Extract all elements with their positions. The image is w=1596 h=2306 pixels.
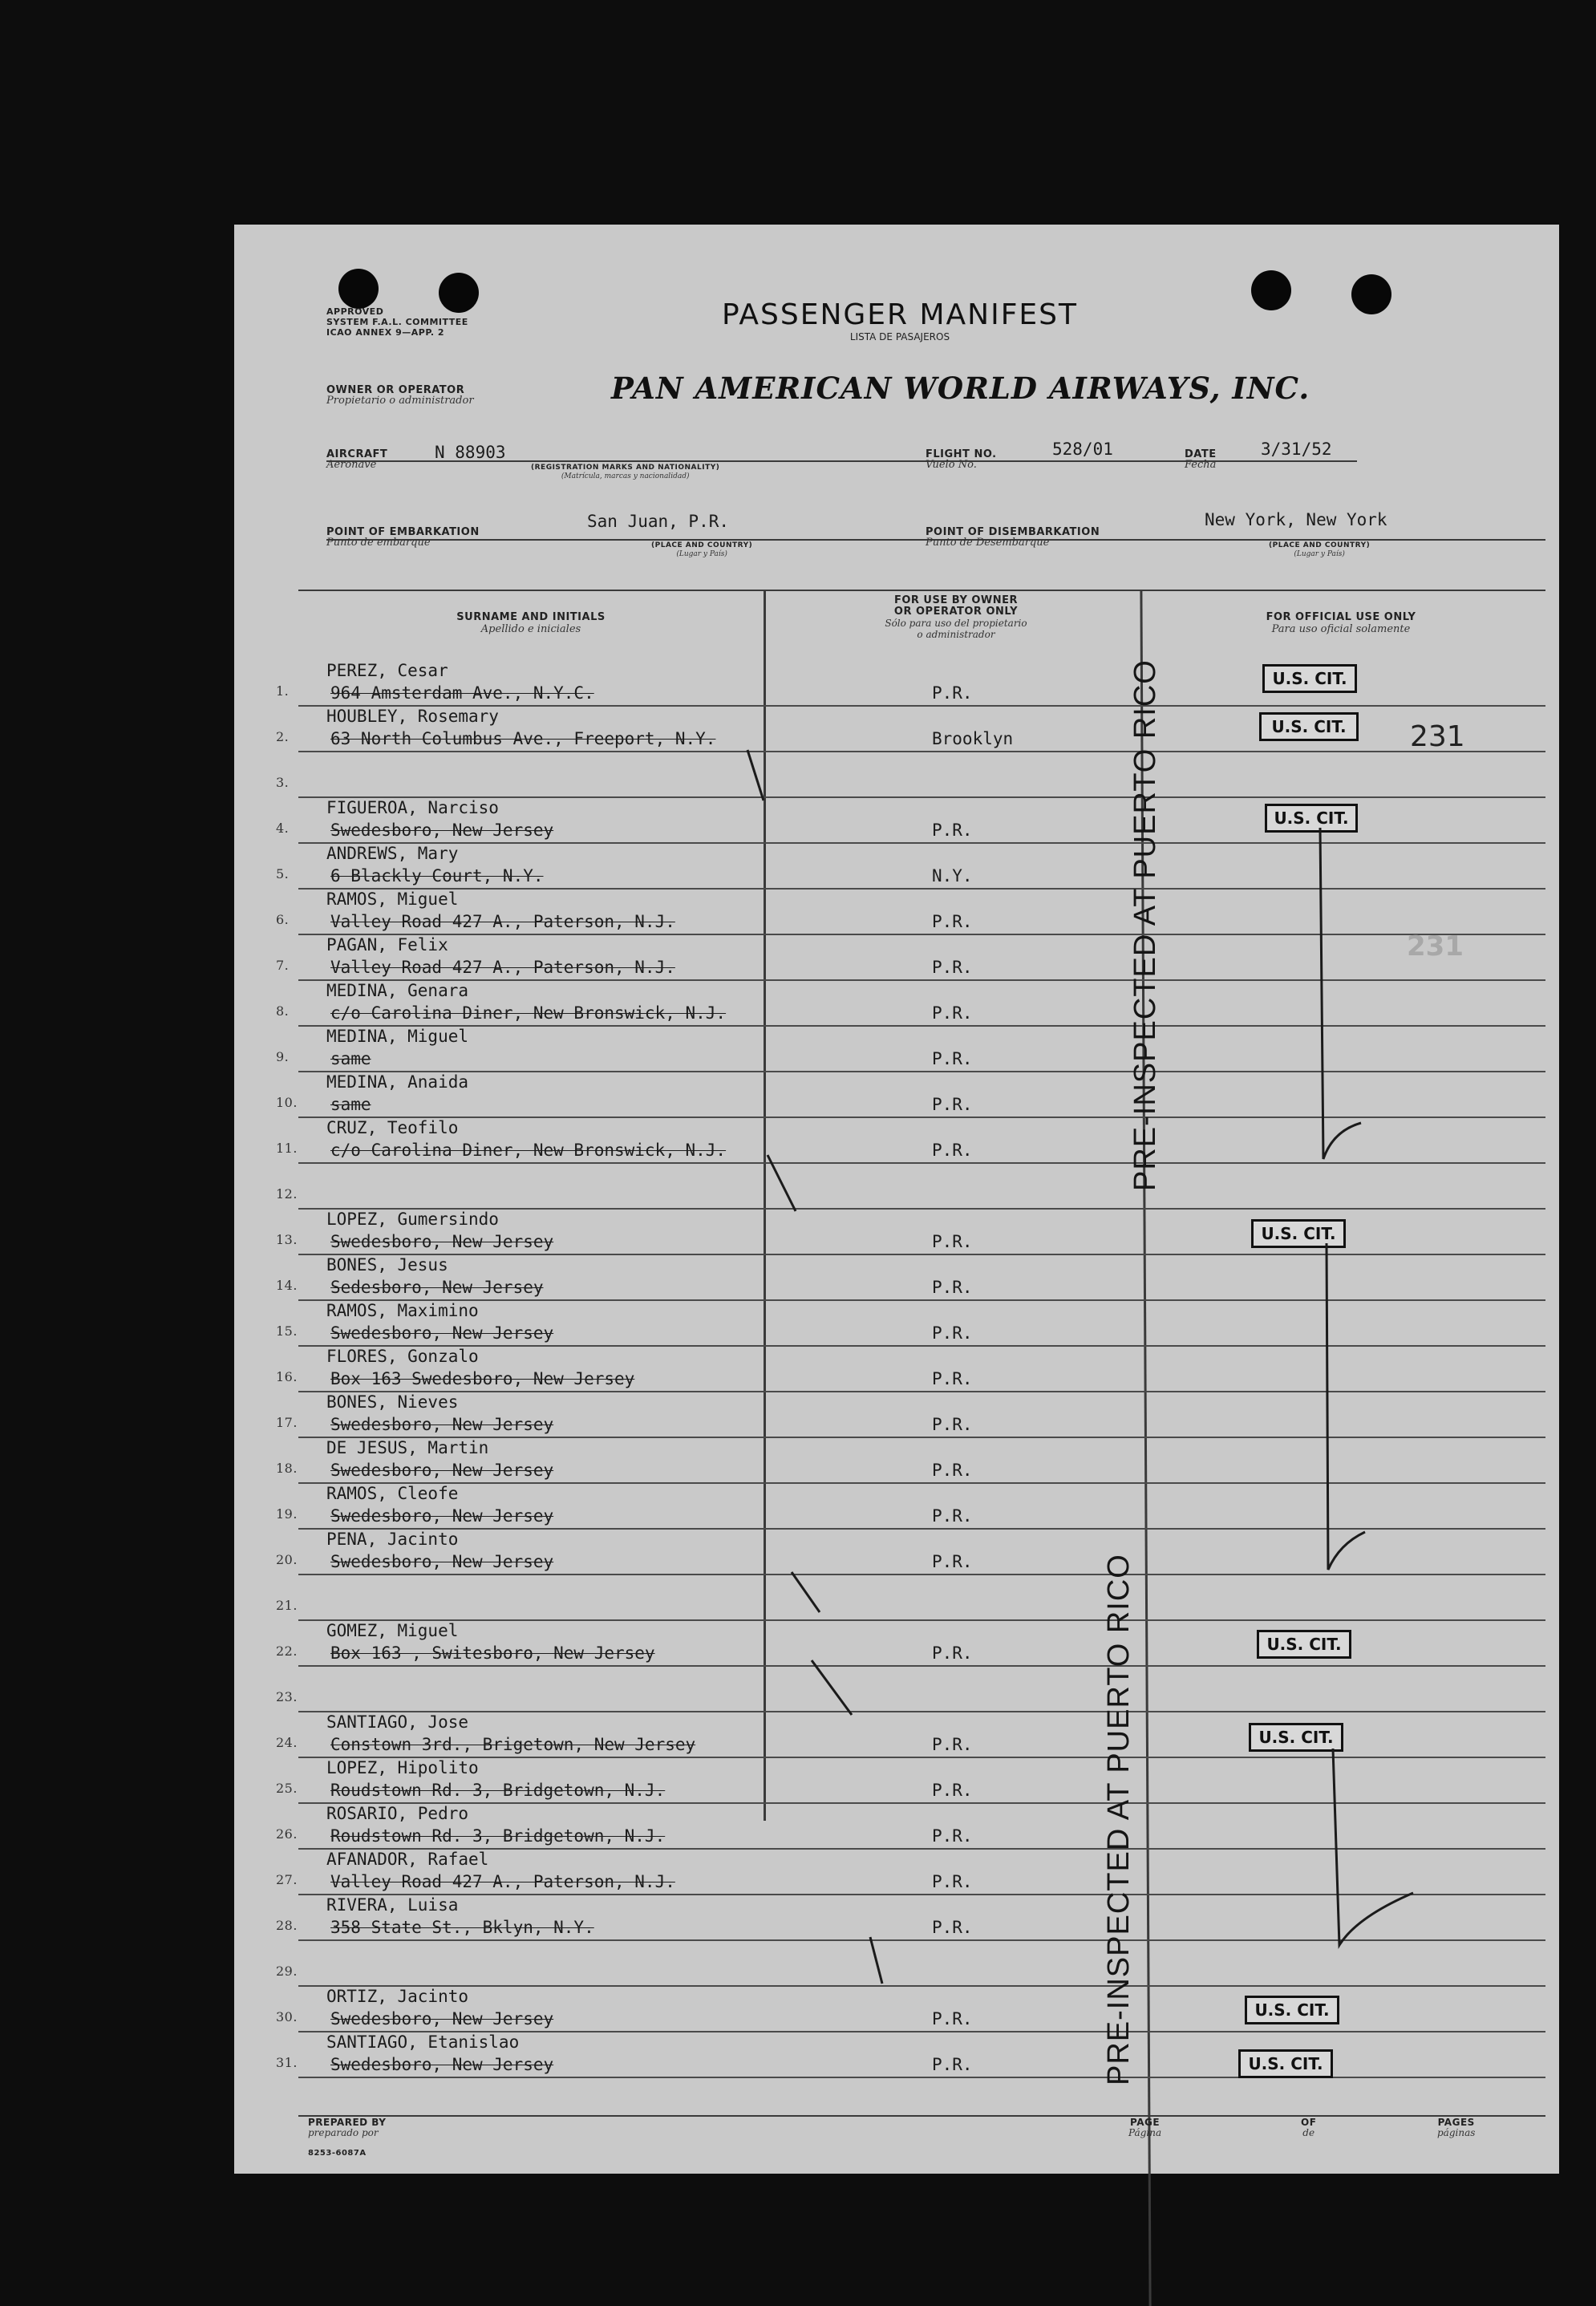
owner-use-value: P.R.: [932, 2009, 973, 2028]
passenger-name: MEDINA, Miguel: [326, 1027, 469, 1046]
row-number: 23.: [276, 1689, 298, 1704]
row-number: 3.: [276, 775, 290, 790]
approved-line: SYSTEM F.A.L. COMMITTEE: [326, 317, 468, 327]
owner-use-value: P.R.: [932, 1643, 973, 1663]
row-number: 2.: [276, 729, 290, 744]
prepared-label-es: preparado por: [308, 2127, 379, 2138]
passenger-address: Box 163 Swedesboro, New Jersey: [330, 1369, 635, 1388]
us-cit-stamp: U.S. CIT.: [1245, 1996, 1339, 2024]
row-number: 10.: [276, 1095, 298, 1110]
owner-use-value: P.R.: [932, 1826, 973, 1846]
col1-header-label: SURNAME AND INITIALS: [456, 611, 606, 623]
passenger-name: RAMOS, Maximino: [326, 1301, 479, 1320]
passenger-name: FLORES, Gonzalo: [326, 1347, 479, 1366]
passenger-address: Valley Road 427 A., Paterson, N.J.: [330, 912, 675, 931]
col3-header-label: FOR OFFICIAL USE ONLY: [1266, 611, 1416, 623]
registration-note: (REGISTRATION MARKS AND NATIONALITY): [531, 464, 720, 472]
owner-use-value: P.R.: [932, 1552, 973, 1571]
col1-header-es: Apellido e iniciales: [480, 623, 581, 635]
page-title-es: LISTA DE PASAJEROS: [849, 331, 950, 342]
place-note: (PLACE AND COUNTRY): [651, 541, 753, 549]
us-cit-stamp: U.S. CIT.: [1249, 1723, 1343, 1752]
passenger-name: CRUZ, Teofilo: [326, 1118, 459, 1137]
passenger-name: MEDINA, Anaida: [326, 1072, 469, 1092]
row-number: 30.: [276, 2009, 298, 2024]
row-number: 16.: [276, 1369, 298, 1384]
of-label: OF: [1301, 2117, 1317, 2128]
passenger-address: Swedesboro, New Jersey: [330, 821, 554, 840]
row-number: 25.: [276, 1781, 298, 1796]
row-number: 7.: [276, 958, 290, 973]
row-number: 13.: [276, 1232, 298, 1247]
owner-use-value: P.R.: [932, 1278, 973, 1297]
date-value: 3/31/52: [1261, 440, 1332, 459]
row-number: 8.: [276, 1003, 290, 1019]
passenger-address: Swedesboro, New Jersey: [330, 1232, 554, 1251]
passenger-name: ROSARIO, Pedro: [326, 1804, 469, 1823]
owner-use-value: P.R.: [932, 1003, 973, 1023]
row-number: 18.: [276, 1461, 298, 1476]
passenger-name: HOUBLEY, Rosemary: [326, 707, 499, 726]
passenger-name: LOPEZ, Gumersindo: [326, 1210, 499, 1229]
passenger-address: c/o Carolina Diner, New Bronswick, N.J.: [330, 1141, 727, 1160]
row-number: 24.: [276, 1735, 298, 1750]
row-number: 28.: [276, 1918, 298, 1933]
embark-label: POINT OF EMBARKATION: [326, 526, 480, 538]
row-number: 9.: [276, 1049, 290, 1064]
flight-value: 528/01: [1052, 440, 1113, 459]
row-number: 21.: [276, 1598, 298, 1613]
owner-use-value: P.R.: [932, 821, 973, 840]
passenger-name: FIGUEROA, Narciso: [326, 798, 499, 817]
page-title: PASSENGER MANIFEST: [721, 298, 1079, 331]
owner-use-value: P.R.: [932, 1095, 973, 1114]
passenger-address: Constown 3rd., Brigetown, New Jersey: [330, 1735, 696, 1754]
owner-use-value: P.R.: [932, 1415, 973, 1434]
row-number: 4.: [276, 821, 290, 836]
passenger-address: Box 163 , Switesboro, New Jersey: [330, 1643, 655, 1663]
aircraft-label: AIRCRAFT: [326, 448, 388, 460]
pages-block: [1437, 2118, 1475, 2138]
owner-use-value: P.R.: [932, 1872, 973, 1891]
us-cit-stamp: U.S. CIT.: [1257, 1630, 1351, 1659]
passenger-address: Roudstown Rd. 3, Bridgetown, N.J.: [330, 1826, 666, 1846]
passenger-address: same: [330, 1095, 371, 1114]
row-number: 19.: [276, 1506, 298, 1522]
place-note-es: (Lugar y País): [1294, 550, 1345, 558]
embark-value: San Juan, P.R.: [587, 512, 730, 531]
row-number: 6.: [276, 912, 290, 927]
owner-use-value: P.R.: [932, 1232, 973, 1251]
passenger-address: Sedesboro, New Jersey: [330, 1278, 544, 1297]
us-cit-stamp: U.S. CIT.: [1262, 664, 1357, 693]
passenger-name: SANTIAGO, Etanislao: [326, 2032, 520, 2052]
date-label: DATE: [1185, 448, 1217, 460]
us-cit-stamp: U.S. CIT.: [1259, 712, 1359, 741]
passenger-name: RIVERA, Luisa: [326, 1895, 459, 1915]
owner-use-value: N.Y.: [932, 866, 973, 886]
row-number: 15.: [276, 1323, 298, 1339]
row-number: 20.: [276, 1552, 298, 1567]
passenger-name: AFANADOR, Rafael: [326, 1850, 489, 1869]
preinspected-stamp-top: PRE-INSPECTED AT PUERTO RICO: [1128, 659, 1162, 1191]
owner-use-value: Brooklyn: [932, 729, 1014, 748]
row-number: 1.: [276, 683, 290, 699]
of-label-es: de: [1302, 2127, 1315, 2138]
owner-use-value: P.R.: [932, 1735, 973, 1754]
us-cit-stamp: U.S. CIT.: [1238, 2049, 1333, 2078]
passenger-address: Swedesboro, New Jersey: [330, 1552, 554, 1571]
owner-use-value: P.R.: [932, 1918, 973, 1937]
handwritten-number: 231: [1410, 720, 1465, 753]
row-number: 14.: [276, 1278, 298, 1293]
row-number: 11.: [276, 1141, 298, 1156]
page-label-es: Página: [1128, 2127, 1162, 2138]
manifest-sheet: [234, 225, 1559, 2174]
passenger-name: PAGAN, Felix: [326, 935, 448, 954]
owner-use-value: P.R.: [932, 2055, 973, 2074]
us-cit-stamp: U.S. CIT.: [1251, 1219, 1346, 1248]
owner-use-value: P.R.: [932, 958, 973, 977]
row-number: 27.: [276, 1872, 298, 1887]
owner-use-value: P.R.: [932, 683, 973, 703]
form-number: 8253-6087A: [308, 2149, 367, 2158]
approved-line: ICAO ANNEX 9—APP. 2: [326, 327, 445, 338]
flight-label: FLIGHT NO.: [926, 448, 997, 460]
approved-line: APPROVED: [326, 306, 384, 317]
place-note: (PLACE AND COUNTRY): [1269, 541, 1371, 549]
preinspected-stamp-bottom: PRE-INSPECTED AT PUERTO RICO: [1102, 1554, 1136, 2085]
owner-label-es: Propietario o administrador: [326, 395, 474, 407]
owner-label: OWNER OR OPERATOR: [326, 384, 465, 396]
disembark-label: POINT OF DISEMBARKATION: [926, 526, 1100, 538]
passenger-address: 63 North Columbus Ave., Freeport, N.Y.: [330, 729, 716, 748]
prepared-label: PREPARED BY: [308, 2117, 387, 2128]
passenger-name: PENA, Jacinto: [326, 1530, 459, 1549]
passenger-name: DE JESUS, Martin: [326, 1438, 489, 1457]
passenger-address: Valley Road 427 A., Paterson, N.J.: [330, 1872, 675, 1891]
passenger-address: 358 State St., Bklyn, N.Y.: [330, 1918, 594, 1937]
embark-label-es: Punto de embarque: [326, 537, 431, 549]
row-number: 22.: [276, 1643, 298, 1659]
page-block: [1128, 2118, 1161, 2138]
page-label: PAGE: [1130, 2117, 1161, 2128]
aircraft-label-es: Aeronave: [326, 459, 377, 471]
owner-use-value: P.R.: [932, 912, 973, 931]
ditto-marks: [234, 225, 1559, 2174]
passenger-name: BONES, Nieves: [326, 1392, 459, 1412]
row-number: 29.: [276, 1964, 298, 1979]
operator-name: PAN AMERICAN WORLD AIRWAYS, INC.: [611, 371, 1310, 406]
passenger-address: same: [330, 1049, 371, 1068]
passenger-name: ANDREWS, Mary: [326, 844, 459, 863]
passenger-address: Swedesboro, New Jersey: [330, 2009, 554, 2028]
date-label-es: Fecha: [1185, 459, 1217, 471]
owner-use-value: P.R.: [932, 1461, 973, 1480]
passenger-name: PEREZ, Cesar: [326, 661, 448, 680]
col3-header-es: Para uso oficial solamente: [1271, 623, 1411, 635]
faint-number: 231: [1407, 930, 1464, 963]
passenger-address: c/o Carolina Diner, New Bronswick, N.J.: [330, 1003, 727, 1023]
col2-header-es: o administrador: [917, 629, 995, 640]
passenger-address: Swedesboro, New Jersey: [330, 1415, 554, 1434]
passenger-name: SANTIAGO, Jose: [326, 1712, 469, 1732]
passenger-address: 964 Amsterdam Ave., N.Y.C.: [330, 683, 594, 703]
pages-label: PAGES: [1437, 2117, 1475, 2128]
passenger-name: GOMEZ, Miguel: [326, 1621, 459, 1640]
owner-use-value: P.R.: [932, 1781, 973, 1800]
col2-header-line: OR OPERATOR ONLY: [893, 606, 1019, 618]
passenger-address: Swedesboro, New Jersey: [330, 1323, 554, 1343]
row-number: 31.: [276, 2055, 298, 2070]
place-note-es: (Lugar y País): [676, 550, 727, 558]
flight-label-es: Vuelo No.: [926, 459, 977, 471]
passenger-name: LOPEZ, Hipolito: [326, 1758, 479, 1777]
disembark-value: New York, New York: [1205, 510, 1387, 529]
col2-header-line: FOR USE BY OWNER: [893, 594, 1019, 606]
row-number: 26.: [276, 1826, 298, 1842]
owner-use-value: P.R.: [932, 1141, 973, 1160]
prepared-block: [308, 2118, 386, 2158]
passenger-name: MEDINA, Genara: [326, 981, 469, 1000]
row-number: 12.: [276, 1186, 298, 1202]
passenger-address: Swedesboro, New Jersey: [330, 1461, 554, 1480]
col2-header-es: Sólo para uso del propietario: [885, 618, 1027, 629]
passenger-name: RAMOS, Cleofe: [326, 1484, 459, 1503]
passenger-address: 6 Blackly Court, N.Y.: [330, 866, 544, 886]
passenger-address: Swedesboro, New Jersey: [330, 2055, 554, 2074]
passenger-address: Valley Road 427 A., Paterson, N.J.: [330, 958, 675, 977]
passenger-address: Swedesboro, New Jersey: [330, 1506, 554, 1526]
us-cit-stamp: U.S. CIT.: [1265, 804, 1358, 833]
owner-use-value: P.R.: [932, 1323, 973, 1343]
passenger-address: Roudstown Rd. 3, Bridgetown, N.J.: [330, 1781, 666, 1800]
row-number: 5.: [276, 866, 290, 881]
registration-note-es: (Matrícula, marcas y nacionalidad): [561, 472, 690, 480]
pages-label-es: páginas: [1437, 2127, 1476, 2138]
aircraft-value: N 88903: [435, 443, 506, 462]
owner-use-value: P.R.: [932, 1506, 973, 1526]
disembark-label-es: Punto de Desembarque: [926, 537, 1050, 549]
passenger-name: BONES, Jesus: [326, 1255, 448, 1275]
owner-use-value: P.R.: [932, 1049, 973, 1068]
row-number: 17.: [276, 1415, 298, 1430]
owner-use-value: P.R.: [932, 1369, 973, 1388]
of-block: [1301, 2118, 1316, 2138]
passenger-name: ORTIZ, Jacinto: [326, 1987, 469, 2006]
passenger-name: RAMOS, Miguel: [326, 890, 459, 909]
